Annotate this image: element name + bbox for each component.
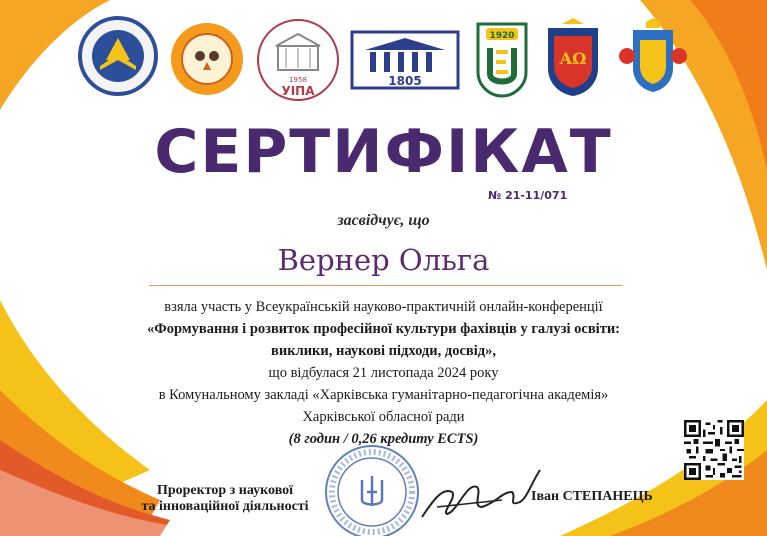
certificate-title: СЕРТИФІКАТ <box>154 117 613 187</box>
certifies-text: засвідчує, що <box>337 212 430 229</box>
alpha-omega-shield-icon <box>542 18 604 98</box>
participation-line: взяла участь у Всеукраїнській науково-практичній онлайн-конференції <box>164 299 603 315</box>
name-underline <box>149 285 622 286</box>
organizer-line: в Комунальному закладі «Харківська гуманітарно-педагогічна академія» <box>158 387 609 403</box>
date-line: що відбулася 21 листопада 2024 року <box>268 365 499 381</box>
logo-text: УІПА <box>281 84 315 98</box>
owl-emblem-icon <box>168 20 246 98</box>
certificate-number: № 21-11/071 <box>488 189 568 202</box>
recipient-name: Вернер Ольга <box>277 243 490 277</box>
qr-code <box>684 420 744 480</box>
logo-year: 1920 <box>489 31 515 41</box>
conference-title-line2: виклики, наукові підходи, досвід», <box>271 343 496 359</box>
columns-emblem-icon <box>350 30 460 90</box>
official-stamp <box>322 442 422 536</box>
building-emblem-icon <box>256 18 340 102</box>
coat-of-arms-icon <box>618 18 688 96</box>
trident-icon <box>362 476 382 506</box>
logo-year: 1958 <box>289 76 307 84</box>
signatory-name: Іван СТЕПАНЕЦЬ <box>531 489 653 504</box>
certificate-body <box>0 296 767 450</box>
logo-year: 1805 <box>388 74 422 88</box>
signatory-title-line2: та інноваційної діяльності <box>141 499 309 514</box>
book-emblem-icon <box>78 16 158 96</box>
conference-title-line1: «Формування і розвиток професійної культури фахівців у галузі освіти: <box>146 321 620 337</box>
svg-text:ΑΩ: ΑΩ <box>559 49 587 68</box>
signatory-title-line1: Проректор з наукової <box>156 483 294 498</box>
hours-line: (8 годин / 0,26 кредиту ECTS) <box>288 431 479 447</box>
logos-row <box>0 0 767 110</box>
letter-e-emblem-icon <box>476 22 528 98</box>
signatory-title <box>127 483 323 515</box>
organizer-line2: Харківської обласної ради <box>302 409 465 425</box>
